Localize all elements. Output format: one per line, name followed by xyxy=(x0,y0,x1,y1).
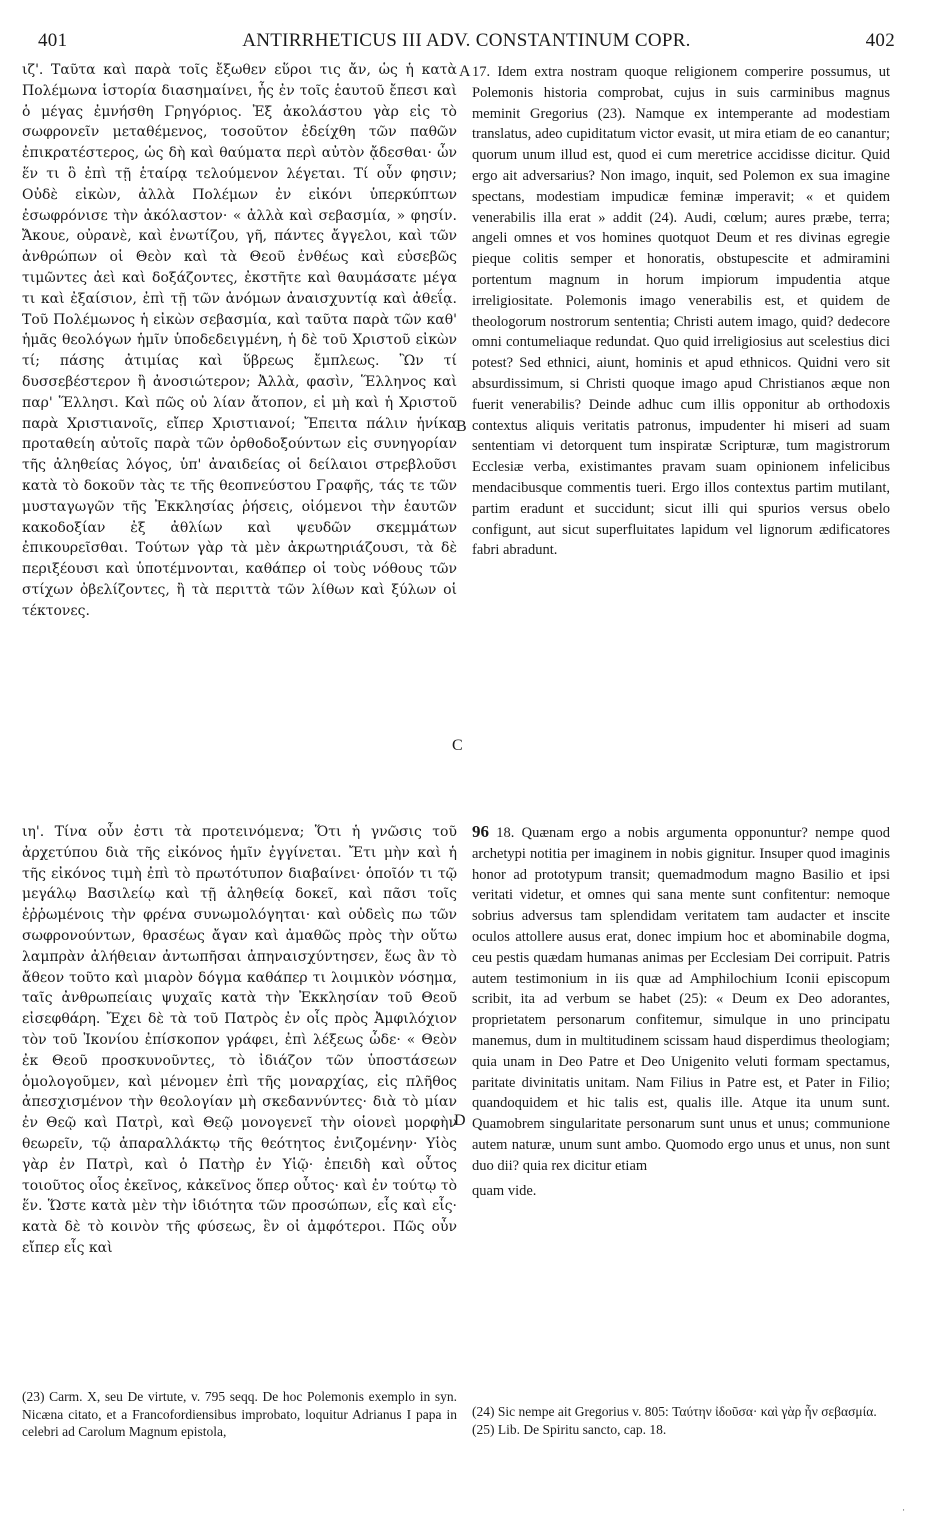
footnote-25: (25) Lib. De Spiritu sancto, cap. 18. xyxy=(472,1421,667,1437)
latin-column-bottom xyxy=(472,822,890,1201)
greek-paragraph-18: ιη'. Τίνα οὖν ἐστι τὰ προτεινόμενα; Ὅτι ἡ γνῶσις τοῦ ἀρχετύπου διὰ τῆς εἰκόνος ἡμῖν ἐγγίνεται. Ἔτι μὴν καὶ ἡ τῆς εἰκόνος τιμὴ ἐπὶ τὸ πρωτότυπον διαβαίνει· ὁποῖόν τι τῷ μεγάλῳ Βασιλείῳ καὶ τῇ ἀληθείᾳ δοκεῖ, καὶ πᾶσι τοῖς ἐῤῥωμένοις τὴν φρένα συνωμολόγηται· καὶ οὐδεὶς πω τῶν σωφρονούντων, θρασέως ἄγαν καὶ ἀμαθῶς πρὸς τὴν οὕτω λαμπρὰν ἀλήθειαν ἀντωπῆσαι ἀπηναισχύντησεν, ἕως ἂν τὸ ἄθεον τοῦτο καὶ μιαρὸν δόγμα καθάπερ τι λοιμικὸν νόσημα, ταῖς ἀνθρωπείαις ψυχαῖς κατὰ τὴν Ἐκκλησίαν τοῦ Θεοῦ εἰσεφθάρη. Ἔχει δὲ τὰ τοῦ Πατρὸς ἐν οἷς πρὸς Ἀμφιλόχιον τὸν τοῦ Ἰκονίου ἐπίσκοπον γράφει, ἐπὶ λέξεως ὧδε· « Θεὸν ἐκ Θεοῦ προσκυνοῦντες, τὸ ἰδιάζον τῶν ὑποστάσεων ὁμολογοῦμεν, καὶ μένομεν ἐπὶ τῆς μοναρχίας, εἰς πλῆθος ἀπεσχισμένον τὴν θεολογίαν μὴ σκεδαννύντες· διὰ τὸ μίαν ἐν Θεῷ καὶ Πατρὶ, καὶ Θεῷ μονογενεῖ τὴν οἱονεὶ μορφὴν θεωρεῖν, τῷ ἀπαραλλάκτῳ τῆς θεότητος ἐνιζομένην· Υἱὸς γὰρ ἐν Πατρὶ, καὶ ὁ Πατὴρ ἐν Υἱῷ· ἐπειδὴ καὶ οὗτος τοιοῦτος οἷος ἐκεῖνος, κἀκεῖνος ὅπερ οὗτος· καὶ ἐν τούτῳ τὸ ἕν. Ὥστε κατὰ μὲν τὴν ἰδιότητα τῶν προσώπων, εἷς καὶ εἷς· κατὰ δὲ τὸ κοινὸν τῆς φύσεως, ἓν οἱ ἀμφότεροι. Πῶς οὖν εἴπερ εἷς καὶ xyxy=(22,824,457,1256)
latin-paragraph-18 xyxy=(472,822,890,1177)
latin-paragraph-18-text: 18. Quænam ergo a nobis argumenta opponuntur? nempe quod archetypi notitia per imaginem in nobis gignitur. Insuper quod imaginis honor ad prototypum transit; quemadmodum magno Basilio et ipsi veritati videtur, et omnes qui sana mente sunt confitentur: nemoque sobrius adversus tam splendidam veritatem tam audacter et inscite oculos attollere ausus erat, donec impium hoc et abominabile dogma, ceu pestis quædam humanas animas per Ecclesiam Dei corripuit. Patris autem testimonium in iis quæ ad Amphilochium Iconii episcopum scribit, ita ad verbum se habet (25): « Deum ex Deo adorantes, proprietatem personarum confitemur, simulque in uno principatu manemus, dum in multitudinem scissam haud disperdimus theologiam; quia unam in Deo Patre et Deo Unigenito veluti formam spectamus, paritate divinitatis unitam. Nam Filius in Patre est, et Pater in Filio; quandoquidem et hic talis est, qualis ille. Atque ita unum sunt. Quamobrem singularitate personarum sunt unus et unus; communione autem naturæ, unum sunt ambo. Quomodo ergo unus et unus, non sunt duo dii? quia rex dicitur etiam xyxy=(472,825,891,1174)
margin-letter-b: B xyxy=(456,418,467,435)
greek-column-top xyxy=(22,60,457,622)
running-header xyxy=(38,30,895,56)
latin-paragraph-18-tail: quam vide. xyxy=(472,1182,537,1199)
column-number-marker: 96 xyxy=(472,822,489,841)
margin-letter-c: C xyxy=(452,737,463,754)
scan-speck: · xyxy=(902,1506,905,1516)
page-number-right: 402 xyxy=(865,30,895,51)
latin-paragraph-17: 17. Idem extra nostram quoque religionem comperire possumus, ut Polemonis historia comprobat, cujus in suis carminibus magnus meminit Gregorius (23). Namque ex intemperante ad modestiam translatus, adeo cupiditatum victor evasit, ut mira etiam de eo canantur; quorum unum illud est, quod ei cum meretrice accidisse dicitur. Quid ergo ait adversarius? Non imago, inquit, sed Polemon ex sua imagine spectans, modestiam impudicæ feminæ imperavit; « et quidem venerabilis illa erat » addit (24). Audi, cœlum; aures præbe, terra; angeli omnes et vos homines quotquot Deum et res divinas egregie pieque colitis semper et honoratis, obstupescite et admiramini portentum magnum in horum impiorum impudentia atque irreligiositate. Polemonis imago venerabilis est, et quidem de theologorum nostrorum sententia; Christi autem imago, quid? dedecore omni contumeliaque redundat. Quo quid irreligiosius aut scelestius dici potest? Sed ethnici, aiunt, hominis et apud ethnicos. Quidni vero sit absurdissimum, si Christi quoque imago apud Christianos æque non fuerit venerabilis? Deinde adhuc cum illis opponitur ab orthodoxis contextus aliquis veritatis patronus, impudenter hi miseri ad suam sententiam vi detorquent tum inspiratæ Scripturæ, tum magistrorum Ecclesiæ verba, existimantes pravam suam opinionem infelicibus mendacibusque commentis tueri. Ergo illos contextus partim mutilant, partim eradunt et succidunt; sicut illi qui spurios versus obelo configunt, aut sicut superfluitates lapidum vel lignorum ædificatores fabri abradunt. xyxy=(472,64,890,559)
greek-paragraph-17: ιζ'. Ταῦτα καὶ παρὰ τοῖς ἔξωθεν εὕροι τις ἄν, ὡς ἡ κατὰ Πολέμωνα ἱστορία διασημαίνει, ἧς ἐν τοῖς ἑαυτοῦ ἔπεσι καὶ ὁ μέγας ἐμνήσθη Γρηγόριος. Ἐξ ἀκολάστου γὰρ εἰς τὸ σωφρονεῖν μεταθέμενος, τοσοῦτον ἐδείχθη τῶν παθῶν ἐπικρατέστερος, ὡς δὴ καὶ θαύματα περὶ αὐτὸν ᾄδεσθαι· ὧν ἕν τι ὃ ἐπὶ τῇ ἑταίρᾳ τελούμενον λέγεται. Τί οὖν φησιν; Οὐδὲ εἰκὼν, ἀλλὰ Πολέμων ἐν εἰκόνι ὑπερκύπτων ἐσωφρόνισε τὴν ἀκόλαστον· « ἀλλὰ καὶ σεβασμία, » φησίν. Ἄκουε, οὐρανὲ, καὶ ἐνωτίζου, γῆ, πάντες ἄγγελοι, καὶ τῶν ἀνθρώπων οἱ Θεὸν καὶ τὰ Θεοῦ ἐνθέως καὶ εὐσεβῶς τιμῶντες ἀεὶ καὶ δοξάζοντες, ἐκστῆτε καὶ θαυμάσατε μέγα τι καὶ ἐξαίσιον, ἐπὶ τῇ τῶν ἀνόμων ἀναισχυντίᾳ καὶ ἀθεΐᾳ. Τοῦ Πολέμωνος ἡ εἰκὼν σεβασμία, καὶ ταῦτα παρὰ τῶν καθ' ἡμᾶς θεολόγων ἡμῖν ὑποδεδειγμένη, ἡ δὲ τοῦ Χριστοῦ εἰκὼν τί; πάσης ἀτιμίας καὶ ὕβρεως ἔμπλεως. Ὢν τί δυσσεβέστερον ἢ ἀνοσιώτερον; Ἀλλὰ, φασὶν, Ἕλληνος καὶ παρ' Ἕλλησι. Καὶ πῶς οὐ λίαν ἄτοπον, εἰ μὴ καὶ ἡ Χριστοῦ παρὰ Χριστιανοῖς, εἴπερ Χριστιανοί; Ἔπειτα πάλιν ἡνίκα προταθείη αὐτοῖς παρὰ τῶν ὀρθοδοξούντων εἰς συνηγορίαν τῆς ἀληθείας λόγος, ὑπ' ἀναιδείας οἱ δείλαιοι στρεβλοῦσι κατὰ τὸ δοκοῦν τὰς τε τῆς θεοπνεύστου Γραφῆς, τάς τε τῶν μυσταγωγῶν τῆς Ἐκκλησίας ῥήσεις, οἰόμενοι τὴν ἑαυτῶν κακοδοξίαν ἐξ ἀθλίων καὶ ψευδῶν σκεμμάτων ἐπικουρεῖσθαι. Τούτων γὰρ τὰ μὲν ἀκρωτηριάζουσι, τὰ δὲ περιξέουσι καὶ ὑποτέμνονται, καθάπερ οἱ τοὺς νόθους τῶν στίχων ὀβελίζοντες, ἢ τὰ περιττὰ τῶν λίθων καὶ ξύλων οἱ τέκτονες. xyxy=(22,62,457,619)
latin-column-top xyxy=(472,62,890,561)
margin-letter-d: D xyxy=(454,1112,466,1129)
footnotes-left xyxy=(22,1388,457,1441)
footnote-23: (23) Carm. X, seu De virtute, v. 795 seqq. De hoc Polemonis exemplo in syn. Nicæna citato, et a Francofordiensibus improbato, loquitur Adrianus I papa in celebri ad Carolum Magnum epistola, xyxy=(22,1389,457,1439)
margin-letter-a: A xyxy=(459,63,471,80)
footnotes-right xyxy=(472,1403,890,1438)
running-title: ANTIRRHETICUS III ADV. CONSTANTINUM COPR. xyxy=(242,30,691,51)
greek-column-bottom xyxy=(22,822,457,1259)
footnote-24: (24) Sic nempe ait Gregorius v. 805: Ταύτην ἰδοῦσα· καὶ γὰρ ἦν σεβασμία. xyxy=(472,1404,877,1419)
page-number-left: 401 xyxy=(38,30,68,51)
